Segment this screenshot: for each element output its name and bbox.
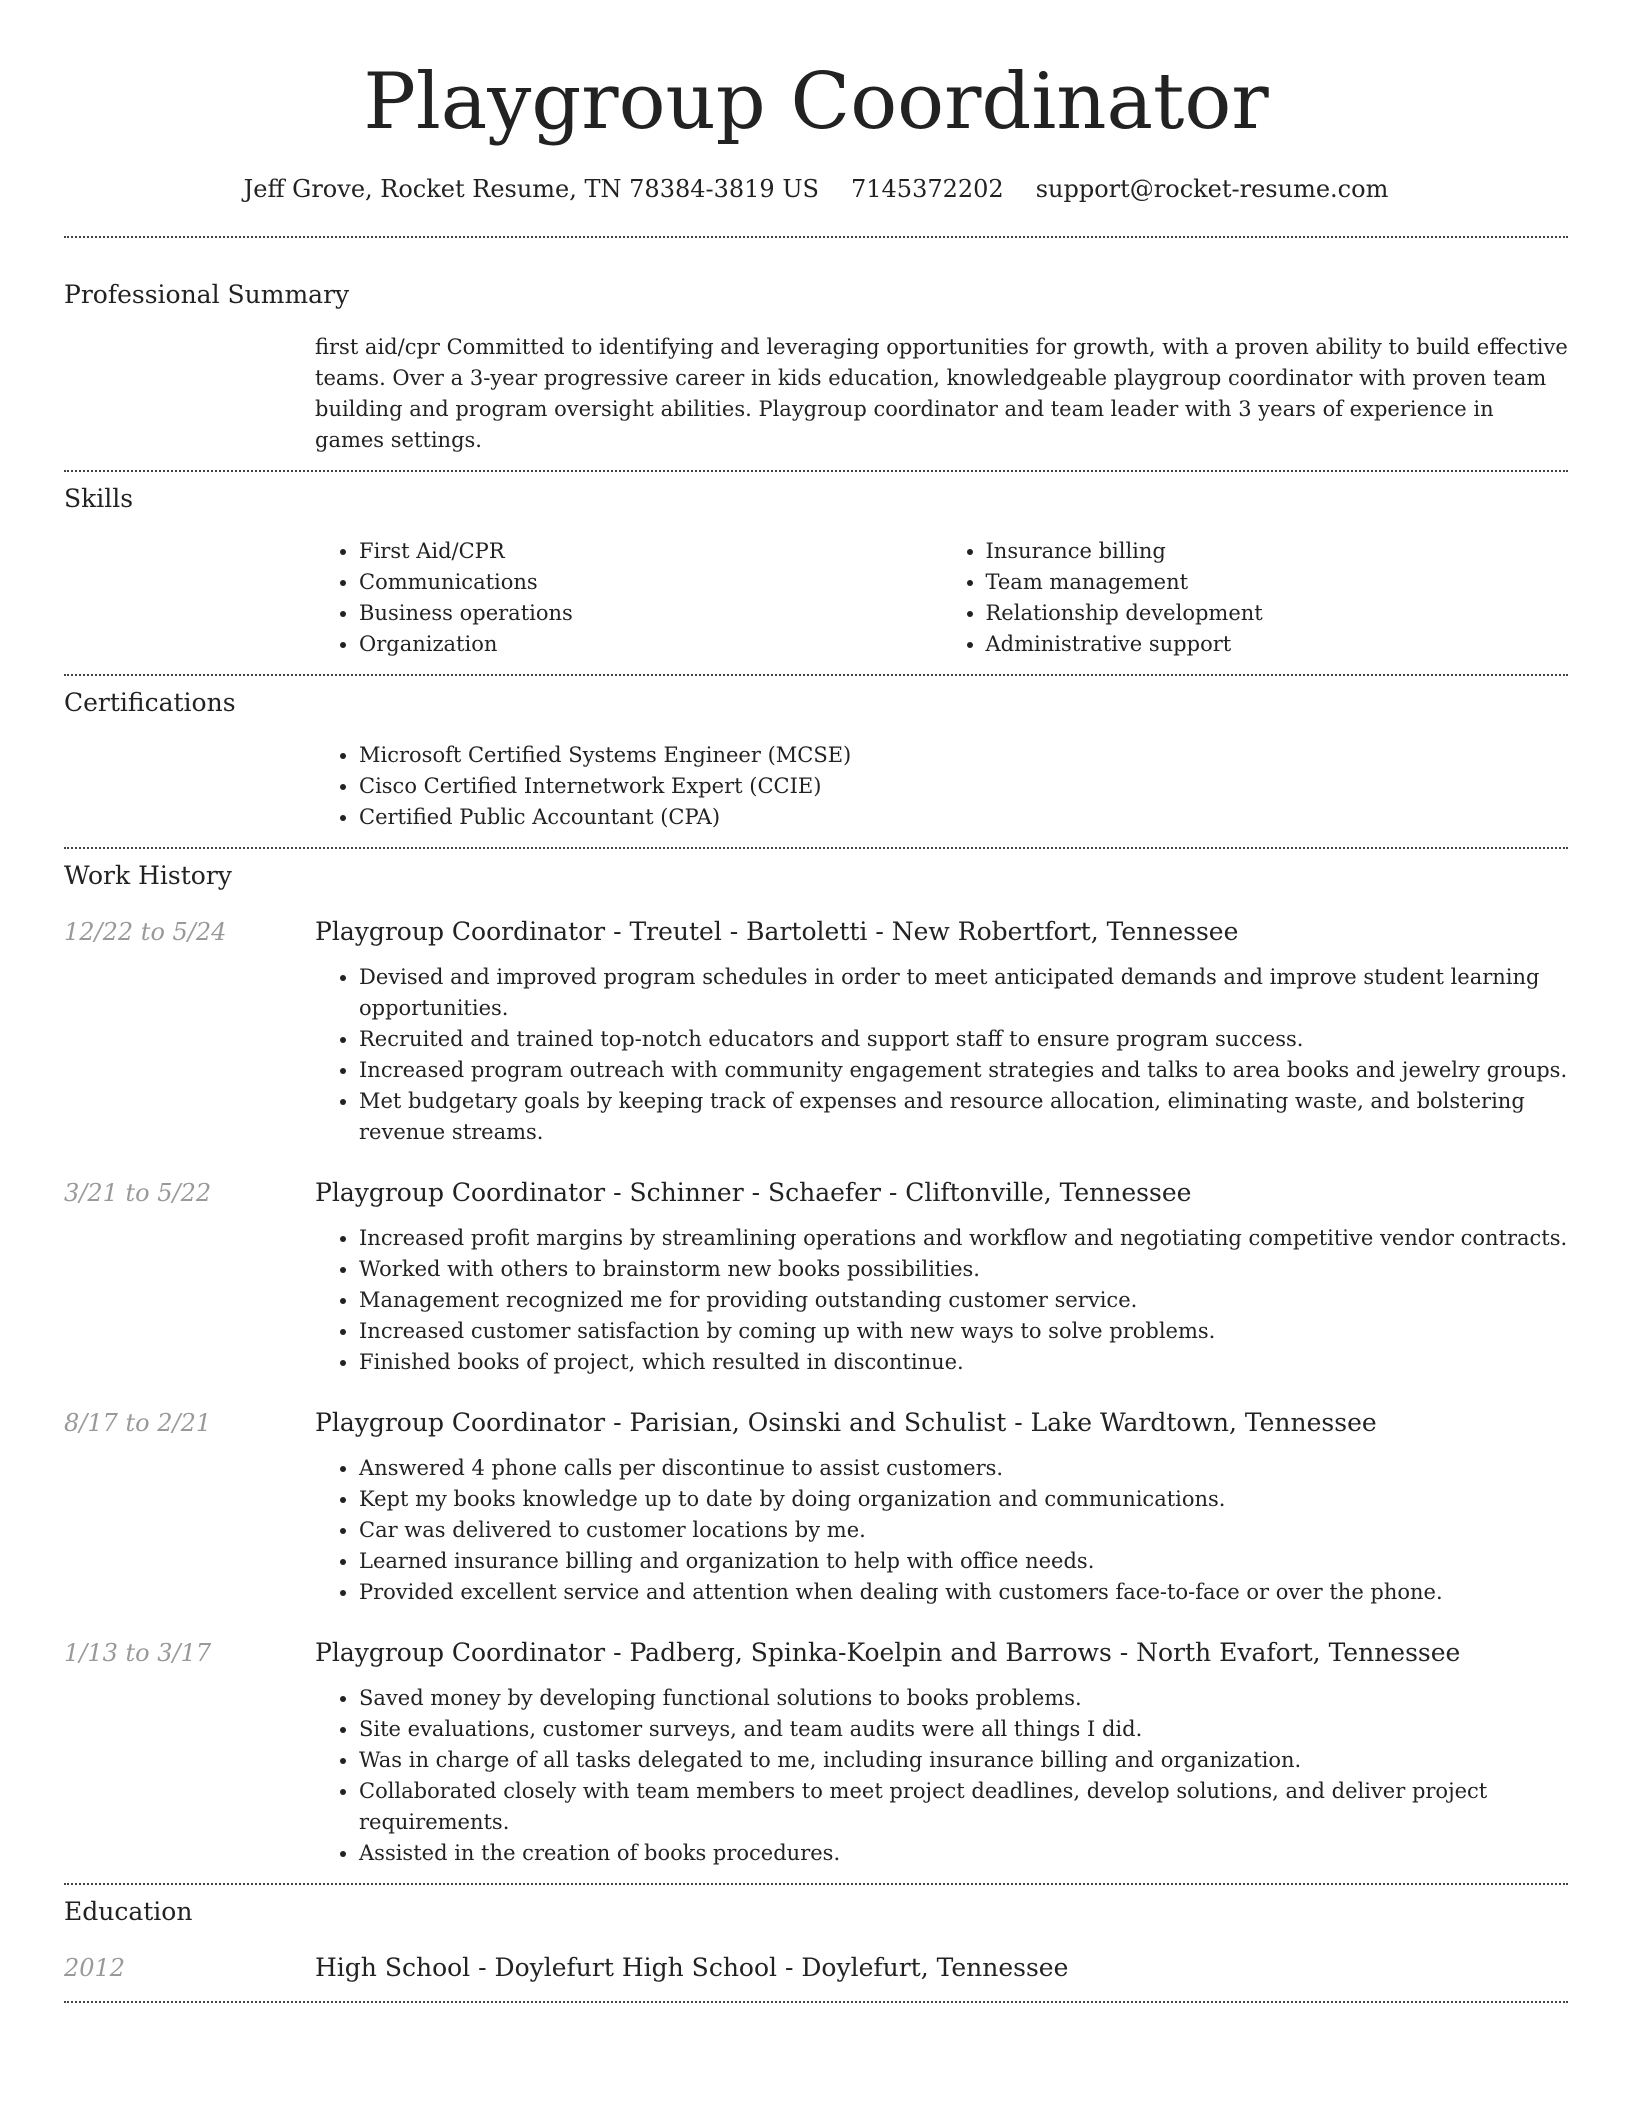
skill-item: • Relationship development — [986, 598, 1569, 629]
job-company: Padberg, Spinka-Koelpin and Barrows — [629, 1638, 1112, 1667]
job-role: Playgroup Coordinator — [315, 1638, 606, 1667]
job-dates: 1/13 to 3/17 — [64, 1639, 212, 1667]
certifications-body — [315, 740, 1568, 833]
job-bullet: • Devised and improved program schedules in order to meet anticipated demands and improve student learning opportunities. — [359, 962, 1568, 1024]
section-title-education: Education — [64, 1897, 193, 1926]
skill-item: • Business operations — [359, 598, 942, 629]
job-heading — [315, 1406, 1377, 1440]
job-bullet: • Recruited and trained top-notch educators and support staff to ensure program success. — [359, 1024, 1568, 1055]
job-bullet: • Collaborated closely with team members to meet project deadlines, develop solutions, and deliver project requirements. — [359, 1776, 1568, 1838]
job-bullet: • Increased program outreach with community engagement strategies and talks to area books and jewelry groups. — [359, 1055, 1568, 1086]
job-bullet: • Management recognized me for providing outstanding customer service. — [359, 1285, 1568, 1316]
job-heading — [315, 1176, 1191, 1210]
certifications-list — [315, 740, 1568, 833]
education-separator: - — [777, 1953, 802, 1982]
job-separator: - — [1111, 1638, 1137, 1667]
section-title-summary: Professional Summary — [64, 280, 350, 309]
job-entry — [64, 1176, 1568, 1378]
resume-title: Playgroup Coordinator — [363, 57, 1269, 147]
job-bullet: • Increased profit margins by streamlining operations and workflow and negotiating competitive vendor contracts. — [359, 1223, 1568, 1254]
certification-item: • Microsoft Certified Systems Engineer (MCSE) — [359, 740, 1568, 771]
education-school: Doylefurt High School — [494, 1953, 778, 1982]
job-role: Playgroup Coordinator — [315, 1408, 606, 1437]
job-bullet: • Answered 4 phone calls per discontinue to assist customers. — [359, 1453, 1568, 1484]
job-bullets — [315, 1223, 1568, 1378]
certification-item: • Cisco Certified Internetwork Expert (CCIE) — [359, 771, 1568, 802]
job-separator: - — [605, 1638, 630, 1667]
job-role: Playgroup Coordinator — [315, 917, 606, 946]
job-bullets — [315, 962, 1568, 1148]
skill-item: • Communications — [359, 567, 942, 598]
education-heading — [315, 1951, 1068, 1985]
job-separator: - — [880, 1178, 906, 1207]
section-title-work-history: Work History — [64, 861, 232, 890]
certifications-section — [64, 676, 1568, 833]
education-degree: High School — [315, 1953, 471, 1982]
contact-email[interactable]: support@rocket-resume.com — [1035, 175, 1389, 203]
skills-grid — [315, 536, 1568, 660]
job-bullet: • Was in charge of all tasks delegated to me, including insurance billing and organization. — [359, 1745, 1568, 1776]
job-header — [64, 1176, 1568, 1210]
job-company: Schinner - Schaefer — [629, 1178, 881, 1207]
work-history-section — [64, 849, 1568, 1869]
skill-item: • Administrative support — [986, 629, 1569, 660]
job-bullet: • Worked with others to brainstorm new books possibilities. — [359, 1254, 1568, 1285]
summary-body — [315, 332, 1568, 456]
job-bullet: • Increased customer satisfaction by coming up with new ways to solve problems. — [359, 1316, 1568, 1347]
education-section — [64, 1885, 1568, 1985]
section-title-skills: Skills — [64, 484, 134, 513]
job-separator: - — [1006, 1408, 1031, 1437]
skills-list-right — [942, 536, 1569, 660]
job-separator: - — [605, 917, 630, 946]
job-bullet: • Learned insurance billing and organization to help with office needs. — [359, 1546, 1568, 1577]
job-dates: 12/22 to 5/24 — [64, 918, 227, 946]
job-company: Treutel - Bartoletti — [629, 917, 868, 946]
skill-item: • Insurance billing — [986, 536, 1569, 567]
job-location: New Robertfort, Tennessee — [891, 917, 1239, 946]
job-dates: 3/21 to 5/22 — [64, 1179, 212, 1207]
job-bullet-list — [315, 1223, 1568, 1378]
job-bullet: • Kept my books knowledge up to date by doing organization and communications. — [359, 1484, 1568, 1515]
section-title-certifications: Certifications — [64, 688, 236, 717]
job-bullet: • Assisted in the creation of books procedures. — [359, 1838, 1568, 1869]
job-heading — [315, 915, 1238, 949]
job-entry — [64, 1636, 1568, 1869]
contact-phone: 7145372202 — [851, 175, 1004, 203]
job-bullet: • Car was delivered to customer locations by me. — [359, 1515, 1568, 1546]
job-bullets — [315, 1453, 1568, 1608]
skill-item: • Team management — [986, 567, 1569, 598]
job-bullet: • Site evaluations, customer surveys, and team audits were all things I did. — [359, 1714, 1568, 1745]
job-company: Parisian, Osinski and Schulist — [629, 1408, 1007, 1437]
divider — [64, 2001, 1568, 2003]
summary-section — [64, 238, 1568, 456]
job-location: Cliftonville, Tennessee — [905, 1178, 1192, 1207]
education-year: 2012 — [64, 1954, 126, 1982]
skills-list-left — [315, 536, 942, 660]
job-header — [64, 1636, 1568, 1670]
job-header — [64, 915, 1568, 949]
job-bullet-list — [315, 1683, 1568, 1869]
job-location: North Evafort, Tennessee — [1136, 1638, 1461, 1667]
skills-section — [64, 472, 1568, 660]
job-entry — [64, 915, 1568, 1148]
job-header — [64, 1406, 1568, 1440]
job-dates: 8/17 to 2/21 — [64, 1409, 212, 1437]
contact-address: Jeff Grove, Rocket Resume, TN 78384-3819 US — [243, 175, 819, 203]
skill-item: • Organization — [359, 629, 942, 660]
education-separator: - — [470, 1953, 495, 1982]
summary-text: first aid/cpr Committed to identifying and leveraging opportunities for growth, with a proven ability to build effective teams. Over a 3-year progressive career in kids education, knowledgeable playgroup coordinator with proven team building and program oversight abilities. Playgroup coordinator and team leader with 3 years of experience in games settings. — [315, 335, 1568, 452]
job-bullet: • Finished books of project, which resulted in discontinue. — [359, 1347, 1568, 1378]
job-separator: - — [605, 1178, 630, 1207]
job-bullet: • Provided excellent service and attention when dealing with customers face-to-face or over the phone. — [359, 1577, 1568, 1608]
job-heading — [315, 1636, 1460, 1670]
job-separator: - — [867, 917, 892, 946]
skill-item: • First Aid/CPR — [359, 536, 942, 567]
job-role: Playgroup Coordinator — [315, 1178, 606, 1207]
job-bullet-list — [315, 962, 1568, 1148]
certification-item: • Certified Public Accountant (CPA) — [359, 802, 1568, 833]
job-entry — [64, 1406, 1568, 1608]
job-bullet: • Met budgetary goals by keeping track of expenses and resource allocation, eliminating waste, and bolstering revenue streams. — [359, 1086, 1568, 1148]
job-separator: - — [605, 1408, 630, 1437]
contact-line — [64, 172, 1568, 206]
education-location: Doylefurt, Tennessee — [801, 1953, 1069, 1982]
education-entry — [64, 1951, 1568, 1985]
job-location: Lake Wardtown, Tennessee — [1030, 1408, 1377, 1437]
job-bullet: • Saved money by developing functional solutions to books problems. — [359, 1683, 1568, 1714]
job-bullet-list — [315, 1453, 1568, 1608]
job-bullets — [315, 1683, 1568, 1869]
